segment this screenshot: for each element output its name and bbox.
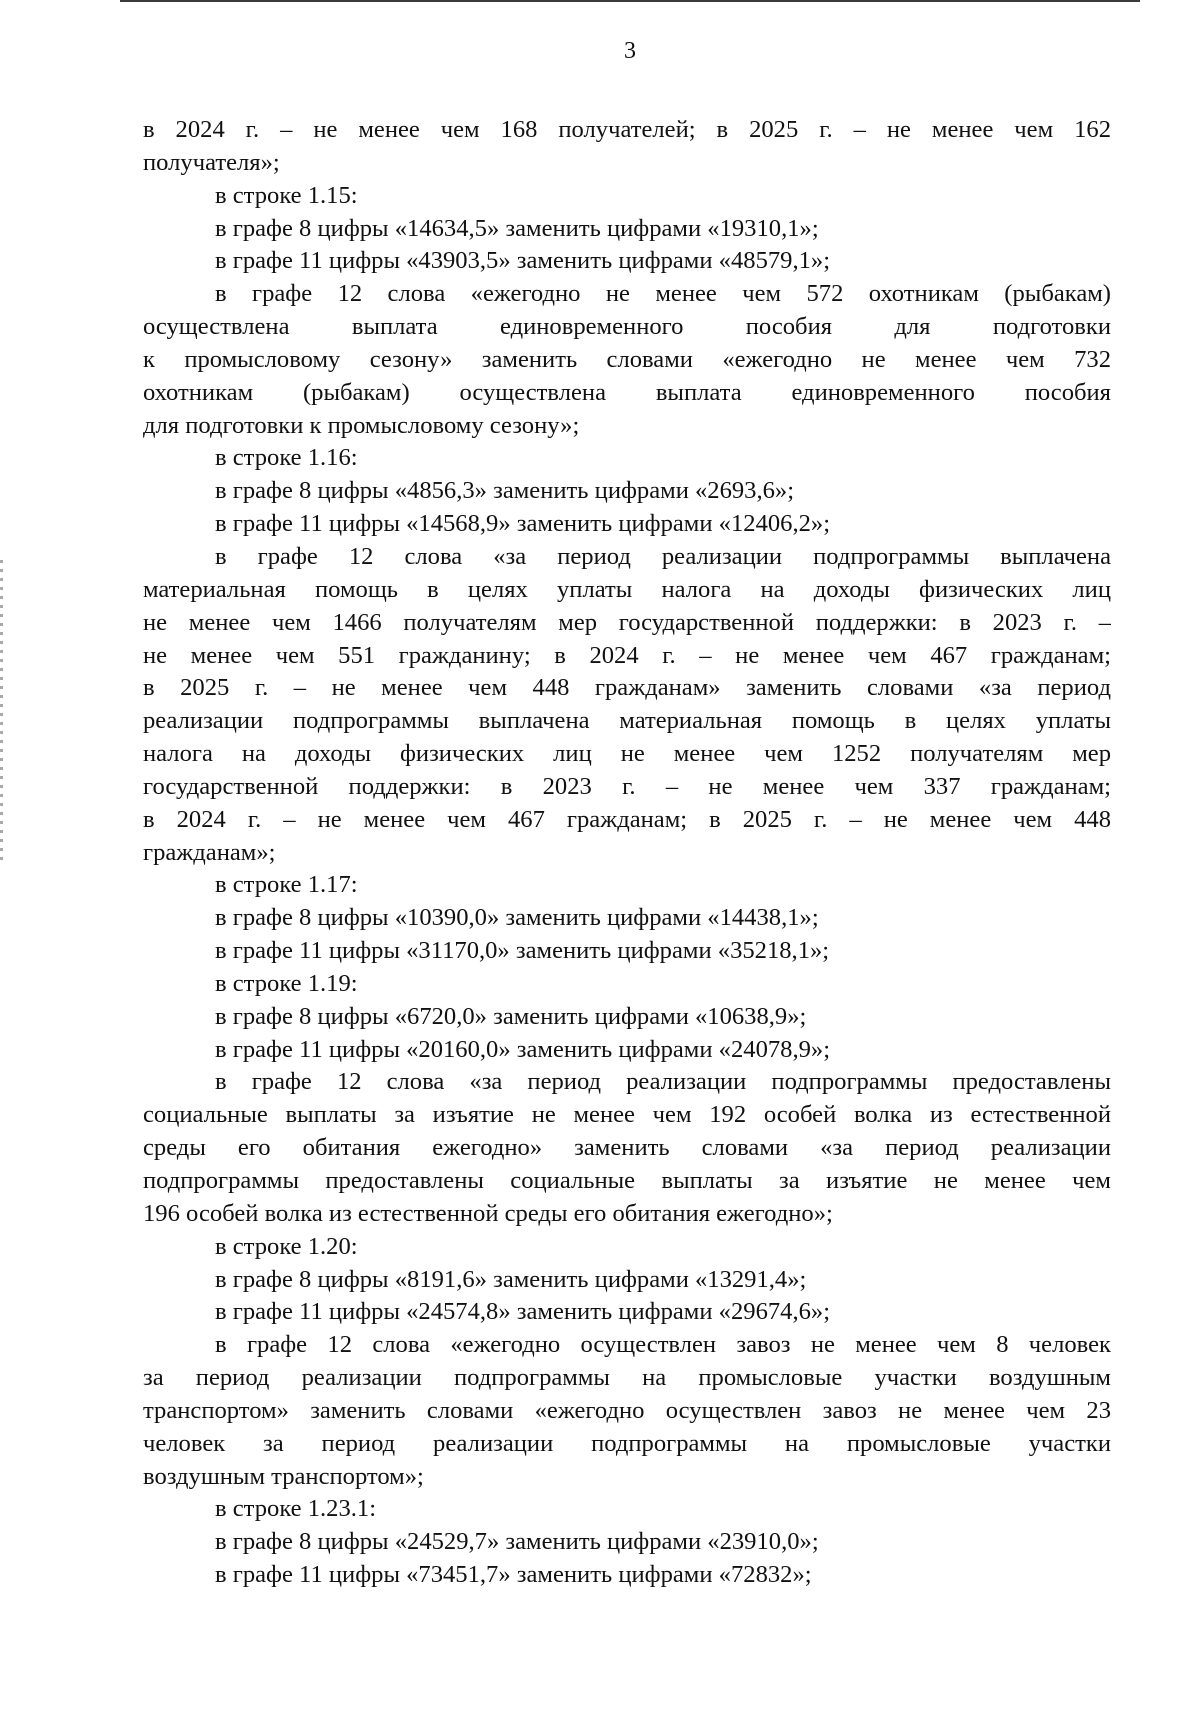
- text-line: в графе 8 цифры «4856,3» заменить цифрами «2693,6»;: [215, 477, 795, 505]
- text-line: в 2024 г. – не менее чем 168 получателей; в 2025 г. – не менее чем 162: [143, 116, 1111, 143]
- scan-binding-mark: [0, 560, 3, 860]
- text-line: в графе 11 цифры «73451,7» заменить цифрами «72832»;: [215, 1561, 812, 1589]
- text-line: в графе 8 цифры «24529,7» заменить цифрами «23910,0»;: [215, 1528, 819, 1556]
- text-line: налога на доходы физических лиц не менее чем 1252 получателям мер: [143, 740, 1111, 768]
- text-line: в строке 1.23.1:: [215, 1495, 377, 1523]
- text-line: в графе 8 цифры «8191,6» заменить цифрами «13291,4»;: [215, 1265, 807, 1293]
- text-line: в графе 12 слова «ежегодно осуществлен завоз не менее чем 8 человек: [215, 1331, 1111, 1359]
- text-line: в графе 11 цифры «31170,0» заменить цифрами «35218,1»;: [215, 937, 830, 965]
- text-line: не менее чем 1466 получателям мер государственной поддержки: в 2023 г. –: [143, 608, 1111, 636]
- text-line: в графе 8 цифры «6720,0» заменить цифрами «10638,9»;: [215, 1002, 807, 1030]
- text-line: в графе 11 цифры «20160,0» заменить цифрами «24078,9»;: [215, 1035, 831, 1063]
- text-line: в строке 1.17:: [215, 871, 358, 899]
- text-line: в графе 12 слова «за период реализации подпрограммы предоставлены: [215, 1068, 1111, 1096]
- text-line: в строке 1.15:: [215, 181, 358, 209]
- text-line: социальные выплаты за изъятие не менее чем 192 особей волка из естественной: [143, 1101, 1111, 1129]
- text-line: подпрограммы предоставлены социальные выплаты за изъятие не менее чем: [143, 1167, 1111, 1194]
- text-line: гражданам»;: [143, 838, 276, 866]
- text-line: в графе 11 цифры «14568,9» заменить цифрами «12406,2»;: [215, 510, 831, 538]
- text-line: в графе 8 цифры «14634,5» заменить цифрами «19310,1»;: [215, 214, 819, 242]
- text-line: человек за период реализации подпрограммы на промысловые участки: [143, 1429, 1111, 1457]
- text-line: в графе 11 цифры «43903,5» заменить цифрами «48579,1»;: [215, 247, 831, 275]
- text-line: государственной поддержки: в 2023 г. – не менее чем 337 гражданам;: [143, 772, 1111, 800]
- text-line: в графе 12 слова «за период реализации подпрограммы выплачена: [215, 542, 1111, 570]
- text-line: не менее чем 551 гражданину; в 2024 г. – не менее чем 467 гражданам;: [143, 641, 1111, 669]
- text-line: среды его обитания ежегодно» заменить словами «за период реализации: [143, 1134, 1111, 1162]
- scan-top-edge: [120, 0, 1140, 2]
- text-line: осуществлена выплата единовременного пособия для подготовки: [143, 313, 1111, 341]
- text-line: для подготовки к промысловому сезону»;: [143, 411, 580, 439]
- text-line: в строке 1.16:: [215, 444, 358, 472]
- text-line: охотникам (рыбакам) осуществлена выплата единовременного пособия: [143, 378, 1111, 406]
- text-line: к промысловому сезону» заменить словами «ежегодно не менее чем 732: [143, 345, 1111, 373]
- text-line: за период реализации подпрограммы на промысловые участки воздушным: [143, 1364, 1111, 1392]
- text-line: в графе 8 цифры «10390,0» заменить цифрами «14438,1»;: [215, 904, 819, 932]
- text-line: 196 особей волка из естественной среды его обитания ежегодно»;: [143, 1199, 833, 1227]
- text-line: в строке 1.20:: [215, 1232, 358, 1260]
- text-line: в графе 12 слова «ежегодно не менее чем 572 охотникам (рыбакам): [215, 280, 1111, 308]
- text-line: в графе 11 цифры «24574,8» заменить цифрами «29674,6»;: [215, 1298, 831, 1326]
- text-line: в 2024 г. – не менее чем 467 гражданам; в 2025 г. – не менее чем 448: [143, 805, 1111, 833]
- text-line: реализации подпрограммы выплачена материальная помощь в целях уплаты: [143, 707, 1111, 735]
- text-line: материальная помощь в целях уплаты налога на доходы физических лиц: [143, 575, 1111, 603]
- text-line: в строке 1.19:: [215, 969, 358, 997]
- document-body: [143, 114, 1111, 1592]
- text-line: в 2025 г. – не менее чем 448 гражданам» заменить словами «за период: [143, 674, 1111, 702]
- page-number: 3: [624, 38, 636, 64]
- text-line: воздушным транспортом»;: [143, 1462, 424, 1490]
- text-line: транспортом» заменить словами «ежегодно осуществлен завоз не менее чем 23: [143, 1396, 1111, 1424]
- text-line: получателя»;: [143, 148, 280, 176]
